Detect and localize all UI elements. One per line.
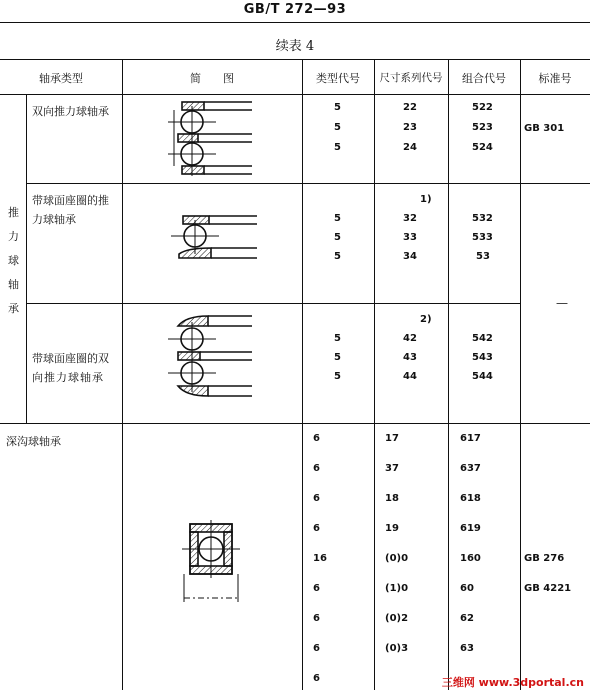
type-code: 6 <box>313 583 320 594</box>
top-rule <box>0 22 590 23</box>
watermark: 三维网 www.3dportal.cn <box>441 676 584 689</box>
combined-code: 522 <box>472 102 493 113</box>
combined-code: 63 <box>460 643 474 654</box>
col-line-sketch <box>122 59 123 690</box>
combined-code: 543 <box>472 352 493 363</box>
size-code: 17 <box>385 433 399 444</box>
category-char: 承 <box>8 302 19 315</box>
std-divider <box>520 183 590 184</box>
type-code: 6 <box>313 493 320 504</box>
bearing-type-name: 力球轴承 <box>32 213 76 226</box>
type-code: 6 <box>313 523 320 534</box>
standard-dash: — <box>556 296 568 310</box>
size-code: 18 <box>385 493 399 504</box>
size-code: 33 <box>403 232 417 243</box>
category-char: 推 <box>8 206 19 219</box>
col-line-size <box>374 59 375 690</box>
type-code: 16 <box>313 553 327 564</box>
seat-double-thrust-bearing-sketch <box>160 312 260 400</box>
row-divider-1 <box>26 183 520 184</box>
size-code: 23 <box>403 122 417 133</box>
combined-code: 544 <box>472 371 493 382</box>
combined-code: 523 <box>472 122 493 133</box>
size-code: (0)3 <box>385 643 409 654</box>
col-line-type <box>302 59 303 690</box>
col-header-combined: 组合代号 <box>462 72 506 85</box>
type-code: 5 <box>334 352 341 363</box>
size-code: 32 <box>403 213 417 224</box>
bearing-type-name: 带球面座圈的双 <box>32 352 109 365</box>
bearing-type-name: 向推力球轴承 <box>32 371 104 384</box>
size-code: 42 <box>403 333 417 344</box>
type-code: 5 <box>334 122 341 133</box>
footnote-marker: 1) <box>420 194 432 205</box>
deep-groove-ball-bearing-sketch <box>180 518 244 602</box>
standard-number: GB/T 272—93 <box>243 2 347 17</box>
row-divider-2 <box>26 303 520 304</box>
footnote-marker: 2) <box>420 314 432 325</box>
size-code: 37 <box>385 463 399 474</box>
type-code: 5 <box>334 142 341 153</box>
size-code: (0)0 <box>385 553 409 564</box>
size-code: 43 <box>403 352 417 363</box>
seat-thrust-bearing-sketch <box>165 212 265 268</box>
type-code: 5 <box>334 232 341 243</box>
size-code: 44 <box>403 371 417 382</box>
standard-number: GB 276 <box>524 553 565 564</box>
size-code: 24 <box>403 142 417 153</box>
type-code: 5 <box>334 333 341 344</box>
combined-code: 618 <box>460 493 481 504</box>
bearing-type-name: 深沟球轴承 <box>6 435 61 448</box>
combined-code: 160 <box>460 553 481 564</box>
col-header-standard: 标准号 <box>538 72 572 85</box>
type-code: 6 <box>313 673 320 684</box>
type-code: 6 <box>313 463 320 474</box>
combined-code: 542 <box>472 333 493 344</box>
category-char: 轴 <box>8 278 19 291</box>
combined-code: 637 <box>460 463 481 474</box>
col-line-standard <box>520 59 521 690</box>
category-char: 力 <box>8 230 19 243</box>
combined-code: 60 <box>460 583 474 594</box>
type-code: 6 <box>313 433 320 444</box>
combined-code: 524 <box>472 142 493 153</box>
bearing-type-name: 双向推力球轴承 <box>32 105 109 118</box>
col-line-combined <box>448 59 449 690</box>
combined-code: 619 <box>460 523 481 534</box>
col-line-category <box>26 94 27 423</box>
combined-code: 62 <box>460 613 474 624</box>
col-header-type-code: 类型代号 <box>316 72 360 85</box>
col-header-size-series: 尺寸系列代号 <box>379 72 443 84</box>
col-header-type: 轴承类型 <box>39 72 83 85</box>
type-code: 6 <box>313 643 320 654</box>
table-top-border <box>0 59 590 60</box>
double-thrust-bearing-sketch <box>160 96 260 182</box>
combined-code: 533 <box>472 232 493 243</box>
type-code: 5 <box>334 371 341 382</box>
combined-code: 532 <box>472 213 493 224</box>
header-bottom-border <box>0 94 590 95</box>
combined-code: 53 <box>476 251 490 262</box>
size-code: 22 <box>403 102 417 113</box>
size-code: 19 <box>385 523 399 534</box>
col-header-sketch: 简 图 <box>190 72 234 85</box>
type-code: 5 <box>334 251 341 262</box>
bearing-type-name: 带球面座圈的推 <box>32 194 109 207</box>
type-code: 5 <box>334 213 341 224</box>
standard-number: GB 301 <box>524 123 565 134</box>
size-code: (0)2 <box>385 613 409 624</box>
size-code: (1)0 <box>385 583 409 594</box>
size-code: 34 <box>403 251 417 262</box>
type-code: 5 <box>334 102 341 113</box>
type-code: 6 <box>313 613 320 624</box>
combined-code: 617 <box>460 433 481 444</box>
section-divider <box>0 423 590 424</box>
standard-number: GB 4221 <box>524 583 572 594</box>
category-char: 球 <box>8 254 19 267</box>
table-continuation-title: 续表 4 <box>275 39 315 54</box>
